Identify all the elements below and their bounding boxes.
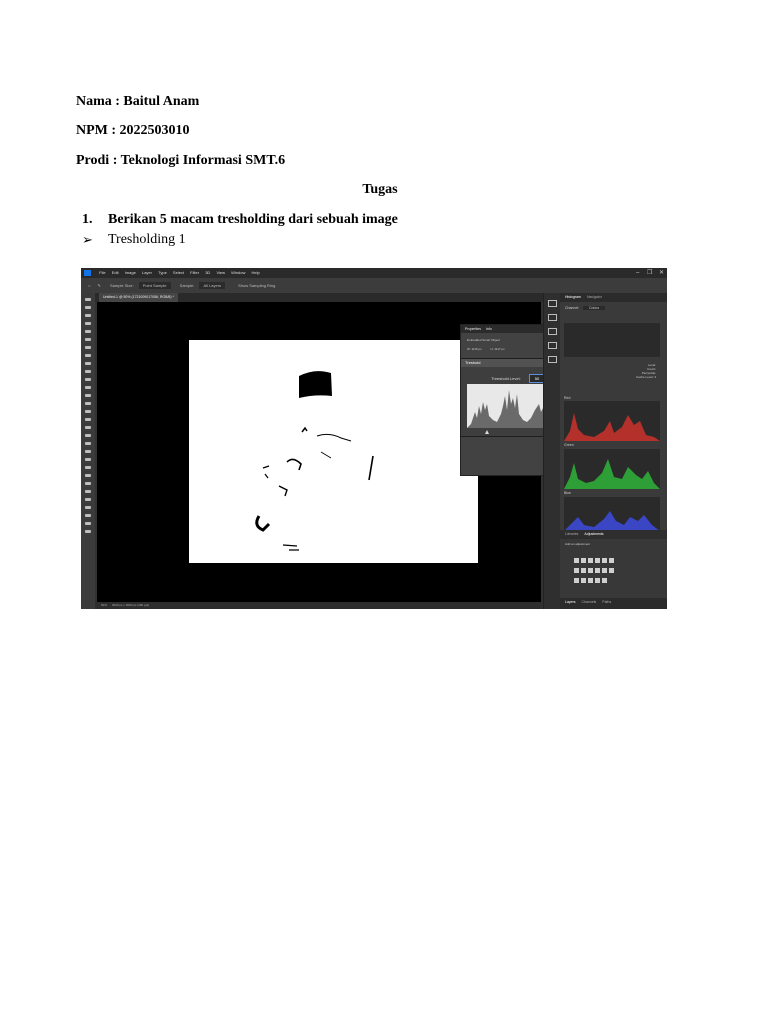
home-icon: ⌂ — [88, 283, 91, 288]
threshold-image — [189, 340, 481, 563]
ps-menu-filter: Filter — [190, 270, 200, 275]
ps-menu-file: File — [99, 270, 106, 275]
adjustment-hint: Add an adjustment — [565, 542, 591, 546]
tab-paths[interactable]: Paths — [602, 600, 612, 604]
ps-menu-help: Help — [251, 270, 260, 275]
ps-menu-select: Select — [172, 270, 185, 275]
green-histogram-graph — [564, 449, 660, 489]
ps-menu-type: Type — [158, 270, 167, 275]
arrow-bullet-icon: ➢ — [82, 232, 93, 247]
show-sampling-ring: Show Sampling Ring — [238, 283, 276, 288]
threshold-result-drawing — [189, 340, 481, 563]
stat-percentile: Percentile: — [641, 371, 656, 375]
red-channel-histogram — [564, 401, 660, 441]
tab-properties[interactable]: Properties — [465, 327, 481, 331]
ps-toolbar — [81, 293, 95, 609]
ps-panel-dock-icons — [543, 293, 560, 609]
ps-document-tabbar — [95, 293, 543, 302]
student-program: Prodi : Teknologi Informasi SMT.6 — [76, 153, 286, 168]
tab-libraries[interactable]: Libraries — [565, 532, 579, 536]
blue-histogram-graph — [564, 497, 660, 531]
photoshop-screenshot — [81, 268, 667, 609]
width-value: W: 1116 px — [467, 347, 482, 351]
tab-info[interactable]: Info — [485, 327, 492, 331]
question-number: 1. — [82, 212, 93, 227]
ps-menu-window: Window — [231, 270, 246, 275]
ps-status-bar — [95, 602, 541, 609]
adjustment-icons-row-1[interactable] — [574, 550, 624, 555]
composite-histogram — [564, 323, 660, 357]
student-npm: NPM : 2022503010 — [76, 123, 190, 138]
threshold-dialog-title: Treshold — [465, 360, 481, 365]
adjustments-panel — [560, 530, 667, 598]
channel-select[interactable]: Colors — [583, 306, 605, 310]
ps-menu-bar — [81, 268, 667, 278]
ps-menu-edit: Edit — [111, 270, 119, 275]
sample-size-select: Point Sample — [139, 282, 171, 289]
threshold-level-label: Threshold Level: — [491, 376, 521, 381]
channel-red-label: Red — [564, 396, 571, 400]
question-text: Berikan 5 macam tresholding dari sebuah image — [108, 212, 398, 227]
threshold-slider-handle[interactable] — [485, 430, 489, 434]
ps-options-bar — [81, 278, 667, 293]
threshold-level-input[interactable]: 50 — [529, 374, 545, 383]
tab-adjustments[interactable]: Adjustments — [584, 532, 604, 536]
ps-right-panels — [560, 293, 667, 609]
sample-select: All Layers — [199, 282, 225, 289]
ps-logo-icon — [84, 270, 91, 276]
channel-blue-label: Blue — [564, 491, 572, 495]
zoom-level: 50% — [101, 603, 108, 607]
tab-histogram[interactable]: Histogram — [565, 295, 581, 299]
ps-document-tab: Untitled-1 @ 50% (1721009017056, RGB/8) * — [99, 293, 178, 302]
minimize-icon: – — [636, 270, 640, 276]
document-title: Tugas — [362, 182, 398, 197]
green-channel-histogram — [564, 449, 660, 489]
ps-menu-layer: Layer — [141, 270, 152, 275]
sample-size-label: Sample Size: — [110, 283, 134, 288]
channel-green-label: Green — [564, 443, 574, 447]
close-icon: ✕ — [659, 270, 665, 276]
layers-panel-tabs — [560, 598, 667, 609]
adjustment-icons-row-3[interactable] — [574, 570, 624, 575]
student-name: Nama : Baitul Anam — [76, 94, 200, 109]
stat-level: Level: — [647, 363, 656, 367]
adjustment-icons-row-2[interactable] — [574, 560, 624, 565]
sample-label: Sample: — [179, 283, 195, 288]
stat-count: Count: — [647, 367, 656, 371]
stat-cache-level: Cache Level: 3 — [635, 375, 656, 379]
ps-menu-3d: 3D — [205, 270, 211, 275]
bullet-text: Tresholding 1 — [108, 232, 186, 247]
ps-menu-image: Image — [124, 270, 136, 275]
restore-icon: ❐ — [647, 270, 653, 276]
channel-label: Channel: — [565, 306, 580, 310]
tab-channels[interactable]: Channels — [581, 600, 597, 604]
height-value: H: 1117 px — [490, 347, 505, 351]
tab-navigator[interactable]: Navigator — [586, 295, 602, 299]
red-histogram-graph — [564, 401, 660, 441]
eyedropper-icon: ✎ — [97, 283, 101, 288]
blue-channel-histogram — [564, 497, 660, 531]
ps-menu-view: View — [216, 270, 226, 275]
tab-layers[interactable]: Layers — [565, 600, 576, 604]
smart-object-label: Embedded Smart Object — [467, 338, 500, 342]
document-size: 3000 px x 3000 px (300 ppi) — [111, 603, 150, 607]
